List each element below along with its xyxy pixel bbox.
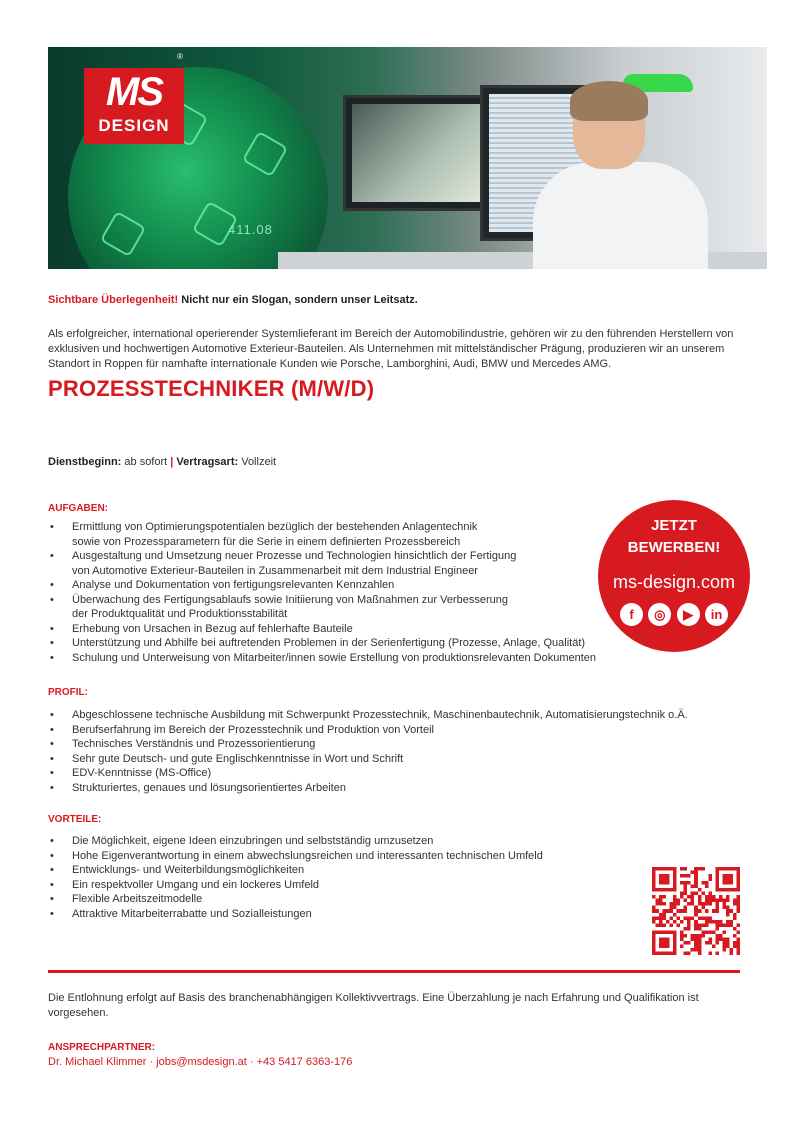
benefits-heading: VORTEILE:	[48, 814, 102, 825]
contract-value: Vollzeit	[238, 456, 277, 468]
list-item: • EDV-Kenntnisse (MS-Office)	[48, 766, 688, 781]
apply-line-1: JETZT	[651, 517, 697, 534]
divider-rule	[48, 970, 740, 973]
registered-mark: ®	[177, 52, 183, 61]
slogan	[48, 294, 418, 306]
company-intro: Als erfolgreicher, international operierender Systemlieferant im Bereich der Automobilindustrie, gehören wir zu den führenden Herstellern von exklusiven und hochwertigen Automotive Exterieur-Bauteilen. Als Unternehmen mit mittelständischer Prägung, produzieren wir an unserem Standort in Roppen für namhafte internationale Kunden wie Porsche, Lamborghini, Audi, BMW und Mercedes AMG.	[48, 328, 734, 370]
apply-now-badge[interactable]	[598, 500, 750, 652]
list-item: • Ermittlung von Optimierungspotentialen bezüglich der bestehenden Anlagentechnik sowie von Prozessparametern für die Serie in einem definierten Prozessbereich	[48, 520, 596, 549]
job-meta	[48, 456, 276, 468]
monitor-left	[343, 95, 489, 211]
website-link[interactable]: ms-design.com	[612, 572, 736, 592]
tasks-list	[48, 520, 596, 665]
contact-line[interactable]: Dr. Michael Klimmer · jobs@msdesign.at · +43 5417 6363-176	[48, 1056, 353, 1068]
list-item: • Analyse und Dokumentation von fertigungsrelevanten Kennzahlen	[48, 578, 596, 593]
instagram-icon[interactable]: ◎	[648, 603, 671, 626]
apply-line-2: BEWERBEN!	[627, 539, 721, 556]
list-item: • Hohe Eigenverantwortung in einem abwechslungsreichen und interessanten technischen Umfeld	[48, 849, 543, 864]
engineer-photo	[518, 87, 708, 269]
list-item: • Unterstützung und Abhilfe bei auftretenden Problemen in der Serienfertigung (Prozesse, Anlage, Qualität)	[48, 636, 596, 651]
profile-list	[48, 708, 688, 795]
list-item: • Strukturiertes, genaues und lösungsorientiertes Arbeiten	[48, 781, 688, 796]
list-item: • Flexible Arbeitszeitmodelle	[48, 892, 543, 907]
linkedin-icon[interactable]: in	[705, 603, 728, 626]
qr-code[interactable]	[652, 867, 740, 955]
logo-design-text: DESIGN	[98, 116, 170, 135]
list-item: • Schulung und Unterweisung von Mitarbeiter/innen sowie Erstellung von produktionsrelevanten Dokumenten	[48, 651, 596, 666]
profile-heading: PROFIL:	[48, 687, 88, 698]
list-item: • Überwachung des Fertigungsablaufs sowie Initiierung von Maßnahmen zur Verbesserung der Produktqualität und Produktionsstabilität	[48, 593, 596, 622]
contract-label: Vertragsart:	[173, 456, 239, 468]
social-icons	[620, 603, 728, 626]
contact-heading: ANSPRECHPARTNER:	[48, 1042, 156, 1053]
list-item: • Ein respektvoller Umgang und ein lockeres Umfeld	[48, 878, 543, 893]
list-item: • Sehr gute Deutsch- und gute Englischkenntnisse in Wort und Schrift	[48, 752, 688, 767]
list-item: • Entwicklungs- und Weiterbildungsmöglichkeiten	[48, 863, 543, 878]
facebook-icon[interactable]: f	[620, 603, 643, 626]
benefits-list	[48, 834, 543, 921]
list-item: • Abgeschlossene technische Ausbildung mit Schwerpunkt Prozesstechnik, Maschinenbautechnik, Automatisierungstechnik o.Ä.	[48, 708, 688, 723]
start-value: ab sofort	[121, 456, 171, 468]
youtube-icon[interactable]: ▶	[677, 603, 700, 626]
list-item: • Ausgestaltung und Umsetzung neuer Prozesse und Technologien hinsichtlich der Fertigung von Automotive Exterieur-Bauteilen in Zusammenarbeit mit dem Industrial Engineer	[48, 549, 596, 578]
overlay-number: 411.08	[228, 222, 273, 237]
slogan-rest: Nicht nur ein Slogan, sondern unser Leitsatz.	[178, 294, 418, 306]
start-label: Dienstbeginn:	[48, 456, 122, 468]
list-item: • Erhebung von Ursachen in Bezug auf fehlerhafte Bauteile	[48, 622, 596, 637]
list-item: • Berufserfahrung im Bereich der Prozesstechnik und Produktion von Vorteil	[48, 723, 688, 738]
ms-design-logo	[84, 68, 184, 144]
meta-separator: |	[170, 456, 174, 468]
job-title: PROZESSTECHNIKER (M/W/D)	[48, 376, 375, 401]
list-item: • Technisches Verständnis und Prozessorientierung	[48, 737, 688, 752]
tasks-heading: AUFGABEN:	[48, 503, 108, 514]
slogan-highlight: Sichtbare Überlegenheit!	[48, 294, 179, 306]
list-item: • Die Möglichkeit, eigene Ideen einzubringen und selbstständig umzusetzen	[48, 834, 543, 849]
list-item: • Attraktive Mitarbeiterrabatte und Sozialleistungen	[48, 907, 543, 922]
pay-note: Die Entlohnung erfolgt auf Basis des branchenabhängigen Kollektivvertrags. Eine Überzahlung je nach Erfahrung und Qualifikation ist vorgesehen.	[48, 992, 699, 1019]
logo-ms-text: MS	[106, 70, 162, 114]
